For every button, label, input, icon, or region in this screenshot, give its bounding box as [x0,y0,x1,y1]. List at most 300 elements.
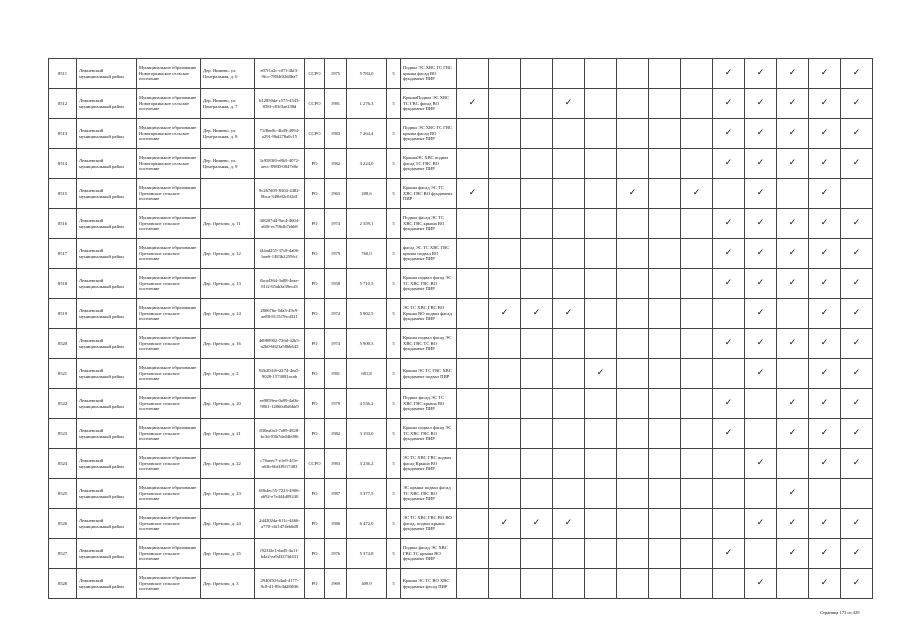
table-row [49,59,873,89]
check-cell [809,149,841,179]
check-cell [521,149,553,179]
check-cell [553,539,585,569]
guid-cell: e07f1a2c-c07f-4bf3-9fcc-7884f02d4ba7 [255,59,305,89]
check-cell [681,509,713,539]
check-cell [841,419,873,449]
checkmark-icon: ✓ [756,218,765,228]
checkmark-icon: ✓ [852,548,861,558]
check-cell [489,569,521,599]
district-cell: Лежневский муниципальный район [77,149,137,179]
area-cell: 3 236,2 [347,449,387,479]
check-cell [553,149,585,179]
works-list-cell: фасад ЭС ТС ХВС ГВС крыша подвал ВО фундамент ПИР [401,239,457,269]
year-cell: 1983 [325,119,347,149]
house-type-cell: ССРО [305,89,325,119]
check-cell [617,299,649,329]
year-cell: 1981 [325,89,347,119]
check-cell [841,119,873,149]
check-cell [777,449,809,479]
table-row [49,539,873,569]
check-cell [777,149,809,179]
guid-cell: 3f8207d4-9ac4-4604-a60f-ec79b4b7ebb8 [255,209,305,239]
check-cell [457,179,489,209]
checkmark-icon: ✓ [820,578,829,588]
check-cell [649,389,681,419]
table-row [49,479,873,509]
check-cell [457,119,489,149]
check-cell [457,149,489,179]
address-cell: Дер. Ореховo, д. 11 [201,209,255,239]
checkmark-icon: ✓ [852,278,861,288]
checkmark-icon: ✓ [788,428,797,438]
check-cell [585,89,617,119]
district-cell: Лежневский муниципальный район [77,359,137,389]
checkmark-icon: ✓ [852,338,861,348]
checkmark-icon: ✓ [852,98,861,108]
check-cell [617,389,649,419]
address-cell: Дер. Ореховo, д. 24 [201,509,255,539]
checkmark-icon: ✓ [852,458,861,468]
year-cell: 1981 [325,359,347,389]
check-cell [489,509,521,539]
check-cell [809,119,841,149]
address-cell: Дер. Ореховo, д. 3 [201,569,255,599]
year-cell: 1963 [325,179,347,209]
check-cell [841,359,873,389]
check-cell [489,419,521,449]
checkmark-icon: ✓ [788,278,797,288]
guid-cell: 2d4202da-611c-4466-a770-c6f1474eb6d8 [255,509,305,539]
checkmark-icon: ✓ [756,578,765,588]
check-cell [841,179,873,209]
check-cell [617,239,649,269]
check-cell [585,329,617,359]
year-cell: 1979 [325,239,347,269]
checkmark-icon: ✓ [852,428,861,438]
check-cell [649,539,681,569]
check-cell [617,479,649,509]
check-cell [521,509,553,539]
check-cell [713,209,745,239]
row-number: 8523 [49,419,77,449]
check-cell [489,239,521,269]
works-list-cell: ЭС крыша подвал фасад ТС ХВС ГВС ВО фундамент ПИР [401,479,457,509]
checkmark-icon: ✓ [820,398,829,408]
district-cell: Лежневский муниципальный район [77,419,137,449]
house-type-cell: РО [305,299,325,329]
check-cell [649,209,681,239]
checkmark-icon: ✓ [500,518,509,528]
check-cell [745,419,777,449]
checkmark-icon: ✓ [820,338,829,348]
district-cell: Лежневский муниципальный район [77,479,137,509]
check-cell [457,479,489,509]
district-cell: Лежневский муниципальный район [77,449,137,479]
guid-cell: 4d989902-726d-42b5-a2b0-6823a58bb645 [255,329,305,359]
check-cell [585,449,617,479]
checkmark-icon: ✓ [820,428,829,438]
works-list-cell: ЭС ТС ХВС ГВС ВО ВО фасад, подвал крыша фундамент ПИР [401,509,457,539]
check-cell [617,209,649,239]
row-number: 8528 [49,569,77,599]
settlement-cell: Муниципальное образование Ореховское сельское поселение [137,509,201,539]
works-list-cell: Подвал фасад ЭС ТС ХВС ГВС крыша ВО фундамент ПИР [401,389,457,419]
year-cell: 1976 [325,539,347,569]
check-cell [777,269,809,299]
check-cell [457,89,489,119]
table-row [49,449,873,479]
checkmark-icon: ✓ [820,98,829,108]
checkmark-icon: ✓ [788,218,797,228]
check-cell [713,539,745,569]
year-cell: 1974 [325,329,347,359]
checkmark-icon: ✓ [820,68,829,78]
check-cell [585,119,617,149]
page-footer: Страница 173 из 429 [820,610,860,615]
checkmark-icon: ✓ [788,398,797,408]
area-cell: 5 900,3 [347,329,387,359]
check-cell [841,569,873,599]
area-cell: 2 359,1 [347,209,387,239]
check-cell [745,179,777,209]
check-cell [745,449,777,479]
area-cell: 7 264,4 [347,119,387,149]
settlement-cell: Муниципальное образование Ореховское сельское поселение [137,449,201,479]
check-cell [777,329,809,359]
address-cell: Дер. Нишево, ул. Центральная, д. 8 [201,119,255,149]
check-cell [841,239,873,269]
check-cell [649,479,681,509]
checkmark-icon: ✓ [852,158,861,168]
works-list-cell: Подвал фасад ЭС ХВС ГВС ТС крыша ВО фундамент ПИР [401,539,457,569]
check-cell [809,479,841,509]
check-cell [553,239,585,269]
check-cell [553,419,585,449]
check-cell [585,209,617,239]
guid-cell: f923f2e1-dad5-4a11-b4a2-ea9d3373d431 [255,539,305,569]
checkmark-icon: ✓ [788,158,797,168]
check-cell [521,119,553,149]
year-cell: 1969 [325,569,347,599]
check-cell [457,419,489,449]
check-cell [681,449,713,479]
house-type-cell: РО [305,329,325,359]
district-cell: Лежневский муниципальный район [77,89,137,119]
guid-cell: 9c267d05-8304-4482-8bca-349b92c0f2d1 [255,179,305,209]
checkmark-icon: ✓ [820,158,829,168]
checkmark-icon: ✓ [852,578,861,588]
check-cell [617,419,649,449]
check-cell [681,419,713,449]
works-count-cell: 5 [387,149,401,179]
guid-cell: 3c9583f0-e8b5-4072-aecc-898D-0847e8e [255,149,305,179]
address-cell: Дер. Нишево, ул. Центральная, д. 9 [201,149,255,179]
district-cell: Лежневский муниципальный район [77,119,137,149]
check-cell [457,329,489,359]
row-number: 8517 [49,239,77,269]
checkmark-icon: ✓ [756,338,765,348]
district-cell: Лежневский муниципальный район [77,539,137,569]
check-cell [809,569,841,599]
table-row [49,179,873,209]
address-cell: Дер. Ореховo, д. 23 [201,479,255,509]
row-number: 8525 [49,479,77,509]
checkmark-icon: ✓ [852,518,861,528]
check-cell [713,389,745,419]
address-cell: Дер. Ореховo, д. 22 [201,449,255,479]
check-cell [521,479,553,509]
check-cell [489,269,521,299]
address-cell: Дер. Нишево, ул. Центральная, д. 6 [201,59,255,89]
check-cell [809,359,841,389]
check-cell [777,59,809,89]
works-count-cell: 5 [387,329,401,359]
area-cell: 3 224,0 [347,149,387,179]
checkmark-icon: ✓ [756,278,765,288]
check-cell [841,509,873,539]
check-cell [681,209,713,239]
checkmark-icon: ✓ [820,248,829,258]
table-row [49,149,873,179]
works-count-cell: 5 [387,239,401,269]
checkmark-icon: ✓ [788,248,797,258]
check-cell [553,509,585,539]
checkmark-icon: ✓ [468,98,477,108]
check-cell [777,209,809,239]
check-cell [617,59,649,89]
address-cell: Дер. Ореховo, д. 14 [201,299,255,329]
check-cell [585,539,617,569]
check-cell [521,239,553,269]
check-cell [553,119,585,149]
check-cell [617,509,649,539]
check-cell [809,269,841,299]
check-cell [777,239,809,269]
table-row [49,329,873,359]
check-cell [553,569,585,599]
check-cell [777,299,809,329]
address-cell: Дер. Ореховo, д. 16 [201,329,255,359]
check-cell [521,179,553,209]
check-cell [809,179,841,209]
works-count-cell: 5 [387,59,401,89]
table-row [49,209,873,239]
document-sheet [48,58,861,599]
table-row [49,89,873,119]
checkmark-icon: ✓ [820,308,829,318]
district-cell: Лежневский муниципальный район [77,59,137,89]
checkmark-icon: ✓ [852,308,861,318]
district-cell: Лежневский муниципальный район [77,389,137,419]
check-cell [585,179,617,209]
check-cell [841,389,873,419]
district-cell: Лежневский муниципальный район [77,239,137,269]
checkmark-icon: ✓ [756,188,765,198]
check-cell [489,299,521,329]
check-cell [521,569,553,599]
check-cell [777,179,809,209]
check-cell [553,59,585,89]
works-count-cell: 5 [387,479,401,509]
check-cell [553,359,585,389]
check-cell [809,329,841,359]
check-cell [585,509,617,539]
check-cell [713,89,745,119]
check-cell [809,299,841,329]
check-cell [521,389,553,419]
check-cell [521,419,553,449]
checkmark-icon: ✓ [756,458,765,468]
check-cell [713,419,745,449]
checkmark-icon: ✓ [564,98,573,108]
check-cell [713,449,745,479]
check-cell [649,179,681,209]
table-body [49,59,873,599]
settlement-cell: Муниципальное образование Ореховское сельское поселение [137,359,201,389]
check-cell [521,269,553,299]
check-cell [745,89,777,119]
settlement-cell: Муниципальное образование Ореховское сельское поселение [137,539,201,569]
district-cell: Лежневский муниципальный район [77,569,137,599]
house-type-cell: ССРО [305,119,325,149]
checkmark-icon: ✓ [724,338,733,348]
check-cell [617,119,649,149]
house-type-cell: РО [305,359,325,389]
check-cell [745,359,777,389]
checkmark-icon: ✓ [468,188,477,198]
checkmark-icon: ✓ [820,128,829,138]
area-cell: 681,8 [347,359,387,389]
checkmark-icon: ✓ [788,488,797,498]
works-list-cell: КрышаЭС ХВС подвал фасад ТС ГВС ВО фундамент ПИР [401,149,457,179]
row-number: 8526 [49,509,77,539]
check-cell [841,269,873,299]
checkmark-icon: ✓ [564,518,573,528]
check-cell [681,539,713,569]
table-row [49,269,873,299]
check-cell [841,89,873,119]
area-cell: 409,9 [347,569,387,599]
area-cell: 208,6 [347,179,387,209]
check-cell [681,59,713,89]
guid-cell: 71f8ee8c-4b49-4994-a291-9bd278a0c15 [255,119,305,149]
check-cell [809,539,841,569]
check-cell [713,269,745,299]
check-cell [553,89,585,119]
check-cell [521,89,553,119]
year-cell: 1974 [325,299,347,329]
checkmark-icon: ✓ [756,98,765,108]
works-count-cell: 5 [387,89,401,119]
guid-cell: 830ea0a3-7a89-4828-bc3d-83b7da04b096 [255,419,305,449]
check-cell [585,149,617,179]
check-cell [777,89,809,119]
area-cell: 5 784,0 [347,59,387,89]
check-cell [841,329,873,359]
district-cell: Лежневский муниципальный район [77,269,137,299]
settlement-cell: Муниципальное образование Ореховское сельское поселение [137,389,201,419]
checkmark-icon: ✓ [596,368,605,378]
check-cell [809,239,841,269]
house-type-cell: РО [305,419,325,449]
guid-cell: c76aeec7-e1e9-4f1e-a63b-6bf4f9f17483 [255,449,305,479]
check-cell [713,149,745,179]
check-cell [617,269,649,299]
area-cell: 5 374,8 [347,539,387,569]
address-cell: Дер. Ореховo, д. 20 [201,389,255,419]
checkmark-icon: ✓ [756,158,765,168]
check-cell [841,209,873,239]
year-cell: 1979 [325,389,347,419]
row-number: 8513 [49,119,77,149]
check-cell [553,179,585,209]
year-cell: 1986 [325,509,347,539]
works-list-cell: Крыша подвал фасад ЭС ХВС ГВС ТС ВО фундамент ПИР [401,329,457,359]
check-cell [489,389,521,419]
checkmark-icon: ✓ [852,68,861,78]
row-number: 8527 [49,539,77,569]
check-cell [489,179,521,209]
check-cell [713,239,745,269]
check-cell [649,269,681,299]
check-cell [713,299,745,329]
check-cell [745,569,777,599]
checkmark-icon: ✓ [788,98,797,108]
table-row [49,239,873,269]
area-cell: 3 377,5 [347,479,387,509]
check-cell [681,179,713,209]
year-cell: 1974 [325,209,347,239]
check-cell [489,449,521,479]
table-row [49,509,873,539]
checkmark-icon: ✓ [756,248,765,258]
check-cell [553,479,585,509]
address-cell [201,179,255,209]
check-cell [713,179,745,209]
checkmark-icon: ✓ [820,548,829,558]
check-cell [713,119,745,149]
works-count-cell: 5 [387,359,401,389]
check-cell [521,299,553,329]
house-type-cell: ССРО [305,59,325,89]
checkmark-icon: ✓ [724,548,733,558]
check-cell [713,329,745,359]
check-cell [649,449,681,479]
check-cell [585,59,617,89]
checkmark-icon: ✓ [788,518,797,528]
area-cell: 5 902,5 [347,299,387,329]
check-cell [713,569,745,599]
works-count-cell: 5 [387,539,401,569]
guid-cell: 280676e-5da3-49c9-ae88-8115f76cd321 [255,299,305,329]
settlement-cell: Муниципальное образование Ореховское сельское поселение [137,299,201,329]
check-cell [489,359,521,389]
checkmark-icon: ✓ [788,338,797,348]
year-cell: 1982 [325,149,347,179]
works-count-cell: 5 [387,179,401,209]
checkmark-icon: ✓ [692,188,701,198]
checkmark-icon: ✓ [788,128,797,138]
area-cell: 760,0 [347,239,387,269]
check-cell [777,539,809,569]
check-cell [585,239,617,269]
checkmark-icon: ✓ [820,458,829,468]
check-cell [809,209,841,239]
check-cell [617,359,649,389]
check-cell [649,509,681,539]
check-cell [553,269,585,299]
guid-cell: 69b4ec55-7223-4906-a692-e7e444d09240 [255,479,305,509]
